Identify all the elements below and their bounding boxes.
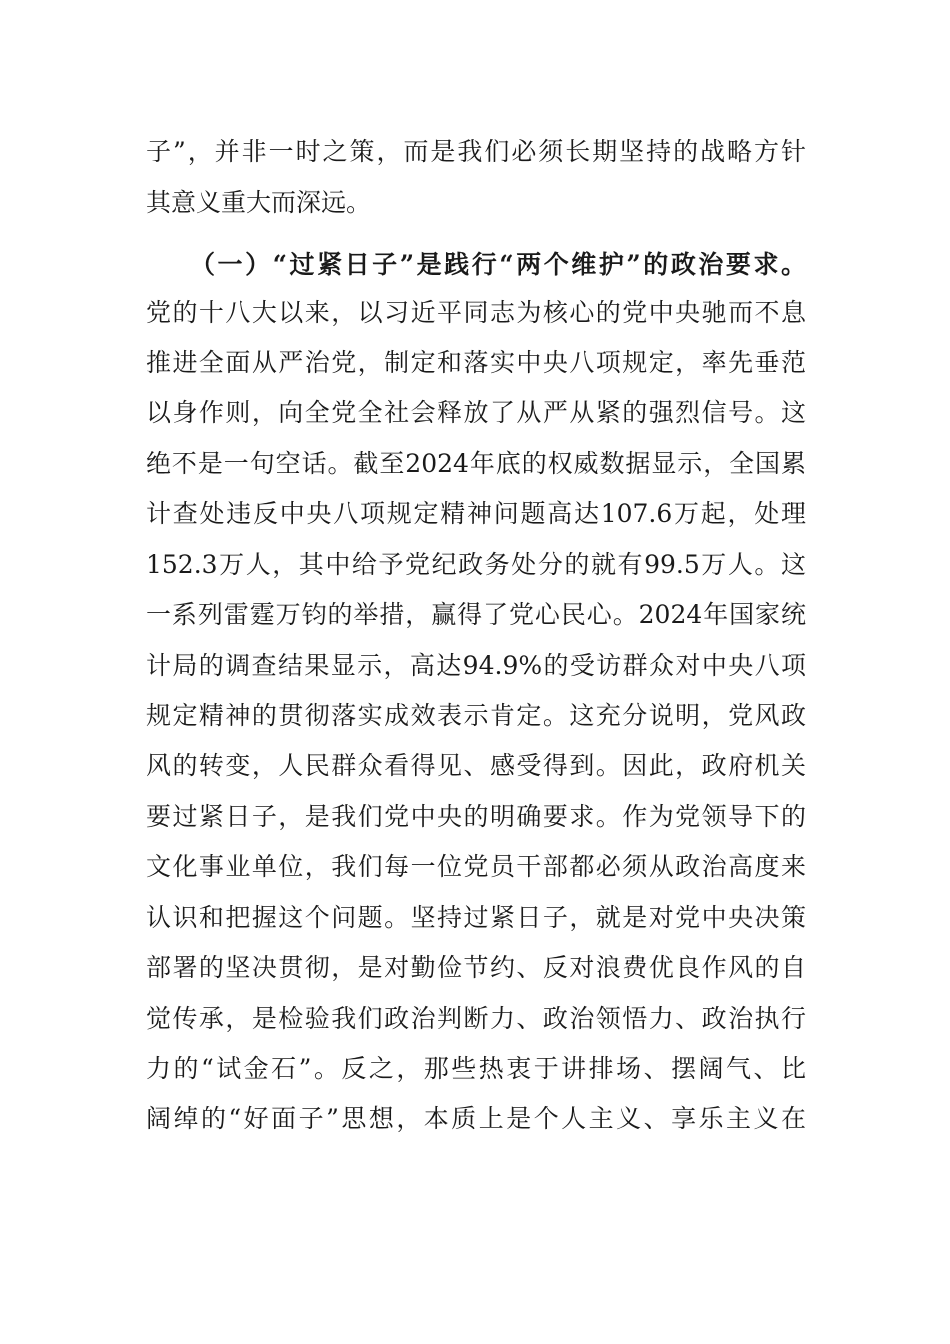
body-line: 觉传承，是检验我们政治判断力、政治领悟力、政治执行 [146,1004,806,1033]
body-line: 风的转变，人民群众看得见、感受得到。因此，政府机关 [146,751,806,780]
body-line: 绝不是一句空话。截至2024年底的权威数据显示，全国累 [146,449,806,478]
body-line: 党的十八大以来，以习近平同志为核心的党中央驰而不息 [146,298,806,327]
body-line: 文化事业单位，我们每一位党员干部都必须从政治高度来 [146,852,806,881]
body-line: 一系列雷霆万钧的举措，赢得了党心民心。2024年国家统 [146,600,806,629]
body-line: 阔绰的“好面子”思想，本质上是个人主义、享乐主义在 [146,1104,806,1133]
body-line: 计查处违反中央八项规定精神问题高达107.6万起，处理 [146,499,806,528]
body-line: 计局的调查结果显示，高达94.9%的受访群众对中央八项 [146,651,806,680]
body-line: 力的“试金石”。反之，那些热衷于讲排场、摆阔气、比 [146,1054,806,1083]
body-line: 152.3万人，其中给予党纪政务处分的就有99.5万人。这 [146,550,806,579]
body-line: 推进全面从严治党，制定和落实中央八项规定，率先垂范 [146,348,806,377]
section-heading: （一）“过紧日子”是践行“两个维护”的政治要求。 [190,250,806,279]
body-line: 认识和把握这个问题。坚持过紧日子，就是对党中央决策 [146,903,806,932]
intro-line: 其意义重大而深远。 [146,188,372,217]
body-line: 要过紧日子，是我们党中央的明确要求。作为党领导下的 [146,802,806,831]
body-line: 规定精神的贯彻落实成效表示肯定。这充分说明，党风政 [146,701,806,730]
body-line: 部署的坚决贯彻，是对勤俭节约、反对浪费优良作风的自 [146,953,806,982]
intro-line: 子”，并非一时之策，而是我们必须长期坚持的战略方针 [146,137,806,166]
body-line: 以身作则，向全党全社会释放了从严从紧的强烈信号。这 [146,398,806,427]
